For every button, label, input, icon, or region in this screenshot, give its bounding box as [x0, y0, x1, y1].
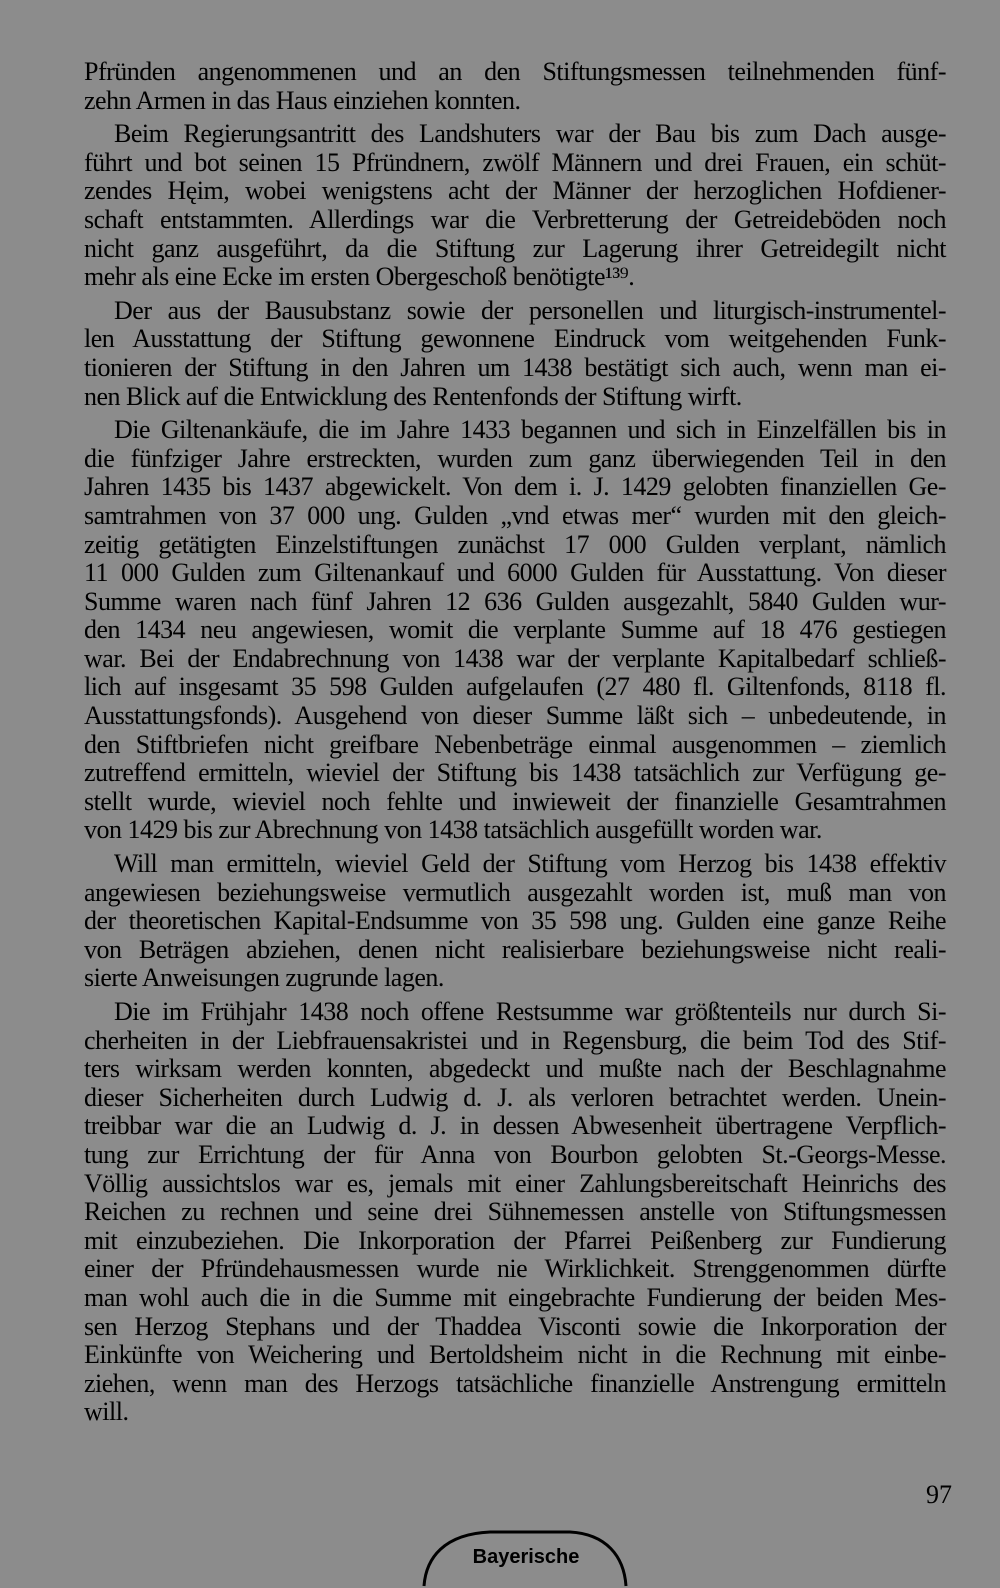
paragraph	[84, 297, 946, 411]
text-line: tionieren der Stiftung in den Jahren um 1438 bestätigt sich auch, wenn man ei-	[84, 352, 946, 382]
text-line: die fünfziger Jahre erstreckten, wurden zum ganz überwiegenden Teil in den	[84, 443, 946, 473]
text-line: dieser Sicherheiten durch Ludwig d. J. als verloren betrachtet werden. Unein-	[84, 1082, 946, 1112]
text-line: lich auf insgesamt 35 598 Gulden aufgelaufen (27 480 fl. Giltenfonds, 8118 fl.	[84, 672, 946, 702]
text-line: Die Giltenankäufe, die im Jahre 1433 begannen und sich in Einzelfällen bis in	[114, 415, 946, 445]
text-line: führt und bot seinen 15 Pfründnern, zwölf Männern und drei Frauen, ein schüt-	[84, 147, 946, 177]
text-line: von Beträgen abziehen, denen nicht realisierbare beziehungsweise nicht reali-	[84, 934, 946, 964]
paragraph	[84, 998, 946, 1427]
text-line: einer der Pfründehausmessen wurde nie Wirklichkeit. Strenggenommen dürfte	[84, 1254, 946, 1284]
text-line: der theoretischen Kapital-Endsumme von 35 598 ung. Gulden eine ganze Reihe	[84, 906, 946, 936]
text-line: nicht ganz ausgeführt, da die Stiftung zur Lagerung ihrer Getreidegilt nicht	[84, 233, 946, 263]
text-line: 11 000 Gulden zum Giltenankauf und 6000 Gulden für Ausstattung. Von dieser	[84, 558, 946, 588]
text-line: tung zur Errichtung der für Anna von Bourbon gelobten St.-Georgs-Messe.	[84, 1139, 946, 1169]
text-line: ters wirksam werden konnten, abgedeckt und mußte nach der Beschlagnahme	[84, 1054, 946, 1084]
text-line: treibbar war die an Ludwig d. J. in dessen Abwesenheit übertragene Verpflich-	[84, 1111, 946, 1141]
text-line: sen Herzog Stephans und der Thaddea Visconti sowie die Inkorporation der	[84, 1311, 946, 1341]
text-line: zehn Armen in das Haus einziehen konnten.	[84, 85, 521, 115]
text-line: will.	[84, 1397, 129, 1427]
text-line: sierte Anweisungen zugrunde lagen.	[84, 963, 444, 993]
text-line: zutreffend ermitteln, wieviel der Stiftung bis 1438 tatsächlich zur Verfügung ge-	[84, 758, 946, 788]
text-line: Summe waren nach fünf Jahren 12 636 Gulden ausgezahlt, 5840 Gulden wur-	[84, 586, 946, 616]
text-line: Der aus der Bausubstanz sowie der personellen und liturgisch-instrumentel-	[114, 295, 946, 325]
text-line: Ausstattungsfonds). Ausgehend von dieser Summe läßt sich – unbedeutende, in	[84, 701, 946, 731]
text-line: mit einzubeziehen. Die Inkorporation der Pfarrei Peißenberg zur Fundierung	[84, 1225, 946, 1255]
text-line: von 1429 bis zur Abrechnung von 1438 tatsächlich ausgefüllt worden war.	[84, 815, 822, 845]
page-number: 97	[926, 1480, 952, 1509]
text-line: zeitig getätigten Einzelstiftungen zunächst 17 000 Gulden verplant, nämlich	[84, 529, 946, 559]
text-line: Reichen zu rechnen und seine drei Sühnemessen anstelle von Stiftungsmessen	[84, 1197, 946, 1227]
text-line: angewiesen beziehungsweise vermutlich ausgezahlt worden ist, muß man von	[84, 877, 946, 907]
page-body	[84, 58, 946, 1427]
stamp-label: Bayerische	[472, 1546, 580, 1568]
text-line: cherheiten in der Liebfrauensakristei und in Regensburg, die beim Tod des Stif-	[84, 1025, 946, 1055]
text-line: man wohl auch die in die Summe mit eingebrachte Fundierung der beiden Mes-	[84, 1282, 946, 1312]
text-line: Pfründen angenommenen und an den Stiftungsmessen teilnehmenden fünf-	[84, 57, 946, 86]
text-line: schaft entstammten. Allerdings war die Verbretterung der Getreideböden noch	[84, 204, 946, 234]
text-line: Die im Frühjahr 1438 noch offene Restsumme war größtenteils nur durch Si-	[114, 997, 946, 1026]
paragraph	[84, 416, 946, 845]
text-line: Beim Regierungsantritt des Landshuters war der Bau bis zum Dach ausge-	[114, 119, 946, 149]
paragraph	[84, 120, 946, 292]
text-line: den 1434 neu angewiesen, womit die verplante Summe auf 18 476 gestiegen	[84, 615, 946, 645]
text-line: war. Bei der Endabrechnung von 1438 war der verplante Kapitalbedarf schließ-	[84, 643, 946, 673]
text-line: den Stiftbriefen nicht greifbare Nebenbeträge einmal ausgenommen – ziemlich	[84, 729, 946, 759]
paragraph	[84, 850, 946, 993]
text-line: nen Blick auf die Entwicklung des Rentenfonds der Stiftung wirft.	[84, 381, 742, 411]
library-stamp	[420, 1528, 632, 1588]
paragraph	[84, 58, 946, 115]
text-line: stellt wurde, wieviel noch fehlte und inwieweit der finanzielle Gesamtrahmen	[84, 786, 946, 816]
text-line: mehr als eine Ecke im ersten Obergeschoß benötigte¹³⁹.	[84, 262, 635, 292]
text-line: Will man ermitteln, wieviel Geld der Stiftung vom Herzog bis 1438 effektiv	[114, 849, 946, 879]
text-line: samtrahmen von 37 000 ung. Gulden „vnd etwas mer“ wurden mit den gleich-	[84, 500, 946, 530]
text-line: Einkünfte von Weichering und Bertoldsheim nicht in die Rechnung mit einbe-	[84, 1340, 946, 1370]
text-line: zendes Hęim, wobei wenigstens acht der Männer der herzoglichen Hofdiener-	[84, 176, 946, 206]
text-line: Völlig aussichtslos war es, jemals mit einer Zahlungsbereitschaft Heinrichs des	[84, 1168, 946, 1198]
text-line: Jahren 1435 bis 1437 abgewickelt. Von dem i. J. 1429 gelobten finanziellen Ge-	[84, 472, 946, 502]
text-line: len Ausstattung der Stiftung gewonnene Eindruck vom weitgehenden Funk-	[84, 324, 946, 354]
text-line: ziehen, wenn man des Herzogs tatsächliche finanzielle Anstrengung ermitteln	[84, 1368, 946, 1398]
